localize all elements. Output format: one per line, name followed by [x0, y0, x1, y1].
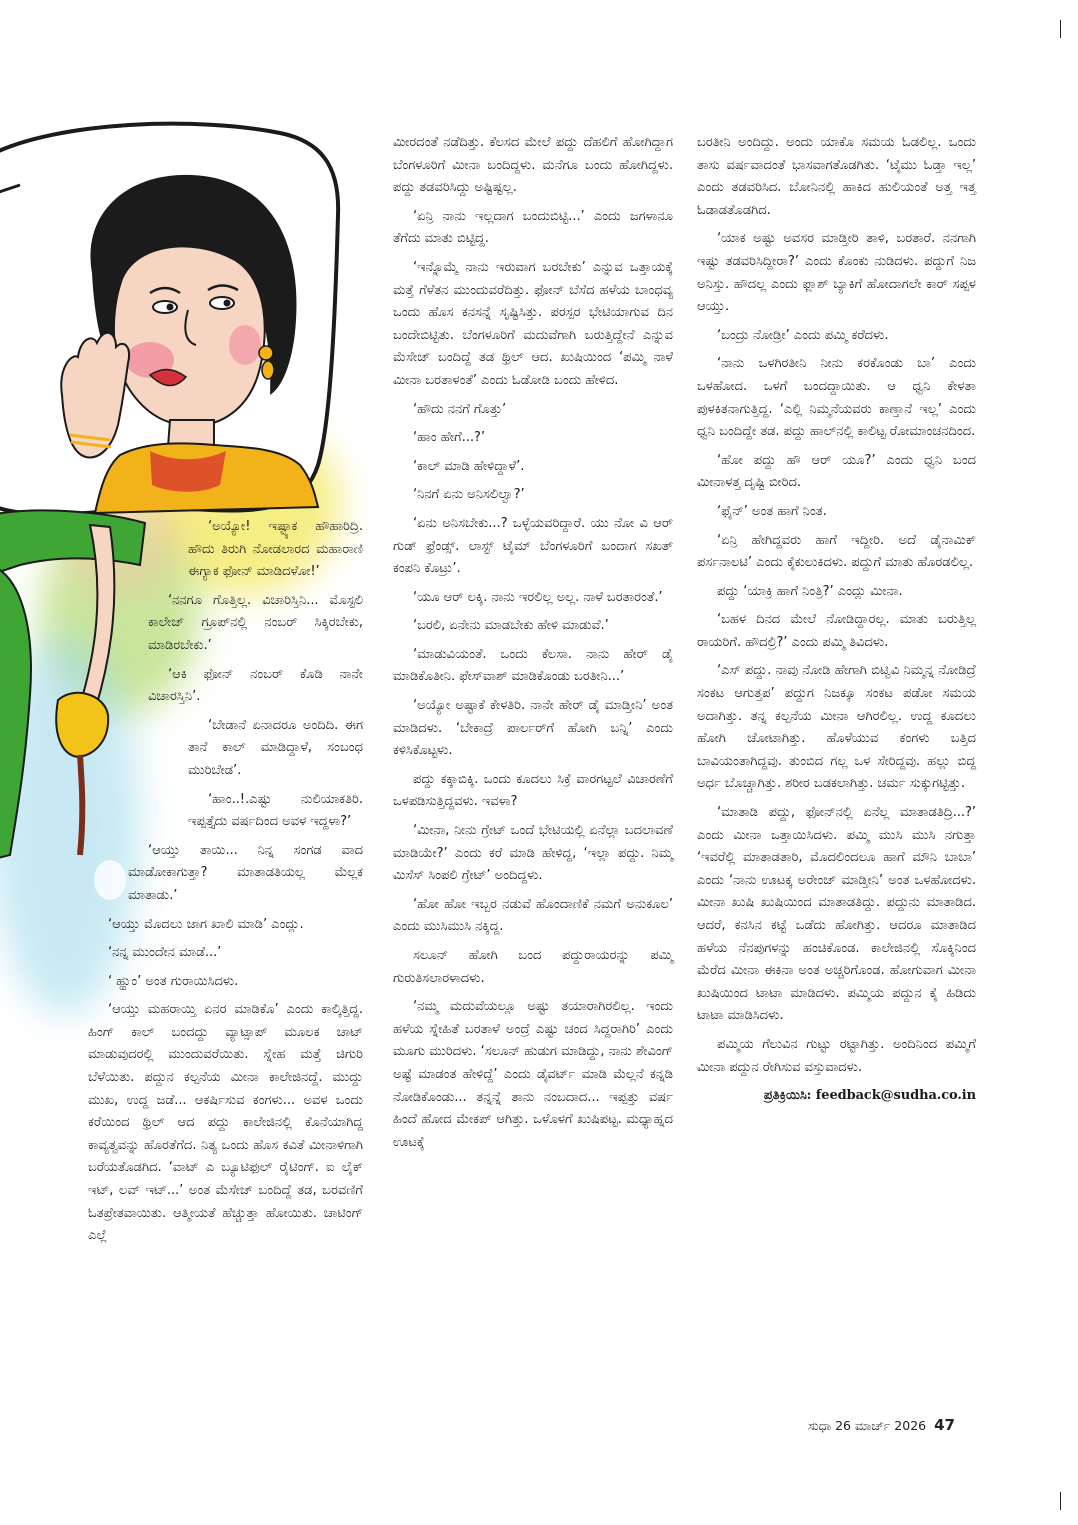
paragraph: ‘ಆಯ್ತು ಮಹರಾಯ್ತಿ ಏನರ ಮಾಡಿಕೊ’ ಎಂದು ಕಾಲ್ಕಿತ್ತಿದ್ದ. ಹಿಂಗ್ ಕಾಲ್ ಬಂದದ್ದು ವ್ಯಾಟ್ಸಾಪ್ ಮೂಲಕ ಚಾಟ್ ಮಾಡುವುದರಲ್ಲಿ ಮುಂದುವರೆಯಿತು. ಸ್ನೇಹ ಮತ್ತೆ ಚಿಗುರಿ ಬೆಳೆಯಿತು. ಪದ್ದುನ ಕಲ್ಪನೆಯ ಮೀನಾ ಕಾಲೇಜಿನದ್ದೆ. ಮುದ್ದು ಮುಖ, ಉದ್ದ ಜಡೆ... ಆಕರ್ಷಿಸುವ ಕಂಗಳು... ಅವಳ ಒಂದು ಕರೆಯಿಂದ ಥ್ರಿಲ್ ಆದ ಪದ್ದು ಕಾಲೇಜಿನಲ್ಲಿ ಕೊನೆಯಾಗಿದ್ದ ಕಾವ್ಯತ್ವವನ್ನು ಹೊರತೆಗೆದ. ನಿತ್ಯ ಒಂದು ಹೊಸ ಕವಿತೆ ಮೀನಾಳಿಗಾಗಿ ಬರೆಯತೊಡಗಿದ. ‘ವಾಟ್ ಎ ಬ್ಯೂಟಿಫುಲ್ ರೈಟಿಂಗ್. ಐ ಲೈಕ್ ಇಟ್, ಲವ್ ಇಟ್...’ ಅಂತ ಮೆಸೇಜ್ ಬಂದಿದ್ದೆ ತಡ, ಬರವಣಿಗೆ ಓತಪ್ರೇತವಾಯಿತು. ಆತ್ಮೀಯತೆ ಹೆಚ್ಚುತ್ತಾ ಹೋಯಿತು. ಚಾಟಿಂಗ್ ಎಲ್ಲೆ — [88, 1002, 363, 1244]
paragraph: ಬರತೀನಿ ಅಂದಿದ್ದು. ಅಂದು ಯಾಕೊ ಸಮಯ ಓಡಲಿಲ್ಲ. ಒಂದು ತಾಸು ವರ್ಷವಾದಂತೆ ಭಾಸವಾಗತೊಡಗಿತು. ‘ಟೈಮು ಓಡ್ತಾ ಇಲ್ಲ’ ಎಂದು ತಡವರಿಸಿದ. ಬೋನಿನಲ್ಲಿ ಹಾಕಿದ ಹುಲಿಯಂತೆ ಅತ್ತ ಇತ್ತ ಓಡಾಡತೊಡಗಿದ. — [697, 135, 976, 218]
page-folio — [808, 1416, 955, 1434]
paragraph: ‘ಅಯ್ಯೋ ಅಷ್ಟಾಕೆ ಕೇಳತಿರಿ. ನಾನೇ ಹೇರ್ ಡೈ ಮಾಡ್ತೀನಿ’ ಅಂತ ಮಾಡಿದಳು. ‘ಬೇಕಾದ್ರೆ ಪಾರ್ಲರ್‌ಗೆ ಹೋಗಿ ಬನ್ನಿ’ ಎಂದು ಕಳಿಸಿಕೊಟ್ಟಳು. — [393, 698, 673, 759]
paragraph: ‘ಬಹಳ ದಿನದ ಮೇಲೆ ನೋಡಿದ್ದಾರಲ್ಲ. ಮಾತು ಬರುತ್ತಿಲ್ಲ ರಾಯರಿಗೆ. ಹೌದಲ್ರಿ?’ ಎಂದು ಪಮ್ಮಿ ತಿವಿದಳು. — [697, 612, 976, 650]
paragraph: ಸಲೂನ್ ಹೋಗಿ ಬಂದ ಪದ್ದುರಾಯರನ್ನು ಪಮ್ಮಿ ಗುರುತಿಸಲಾರಳಾದಳು. — [393, 948, 673, 986]
paragraph: ‘ಬಂದ್ರು ನೋಡ್ರೀ’ ಎಂದು ಪಮ್ಮಿ ಕರೆದಳು. — [717, 327, 889, 343]
paragraph: ‘ಏನು ಅನಿಸಬೇಕು...? ಒಳ್ಳೆಯವರಿದ್ದಾರೆ. ಯು ನೋ ವಿ ಆರ್ ಗುಡ್ ಫ್ರೆಂಡ್ಸ್. ಲಾಸ್ಟ್ ಟೈಮ್ ಬೆಂಗಳೂರಿಗೆ ಬಂದಾಗ ಸಖತ್ ಕಂಪನಿ ಕೊಟ್ರು’. — [393, 515, 673, 577]
paragraph: ಮೀರದಂತೆ ನಡೆದಿತ್ತು. ಕೆಲಸದ ಮೇಲೆ ಪದ್ದು ದೆಹಲಿಗೆ ಹೋಗಿದ್ದಾಗ ಬೆಂಗಳೂರಿಗೆ ಮೀನಾ ಬಂದಿದ್ದಳು. ಮನೆಗೂ ಬಂದು ಹೋಗಿದ್ದಳು. ಪದ್ದು ತಡವರಿಸಿದ್ದು ಅಷ್ಟಿಷ್ಟಲ್ಲ. — [393, 135, 673, 196]
paragraph: ‘ಆಯ್ತು ತಾಯಿ... ನಿನ್ನ ಸಂಗಡ ವಾದ ಮಾಡೋಕಾಗುತ್ತಾ? ಮಾತಾಡತಿಯಲ್ಲ ಮೆಲ್ಲಕ ಮಾತಾಡು.’ — [128, 842, 363, 903]
paragraph: ‘ಫೈನ್’ ಅಂತ ಹಾಗೆ ನಿಂತ. — [717, 503, 827, 519]
magazine-name: ಸುಧಾ — [808, 1418, 832, 1433]
article-column-3 — [697, 132, 976, 1108]
paragraph: ‘ಆಕಿ ಫೋನ್ ನಂಬರ್ ಕೊಡಿ ನಾನೇ ವಿಚಾರಸ್ತಿನಿ’. — [148, 666, 363, 705]
paragraph: ‘ಯೂ ಆರ್ ಲಕ್ಕಿ. ನಾನು ಇರಲಿಲ್ಲ ಅಲ್ಲ. ನಾಳೆ ಬರತಾರಂತೆ.’ — [413, 589, 663, 605]
paragraph: ‘ಎಸ್ ಪದ್ದು. ನಾವು ನೋಡಿ ಹೇಗಾಗಿ ಬಿಟ್ವಿವಿ ನಿಮ್ಮನ್ನ ನೋಡಿದ್ರೆ ಸಂಕಟ ಆಗುತ್ತಪ’ ಪದ್ದುಗ ನಿಜಕ್ಕೂ ಸಂಕಟ ಪಡೋ ಸಮಯ ಅದಾಗಿತ್ತು. ತನ್ನ ಕಲ್ಪನೆಯ ಮೀನಾ ಆಗಿರಲಿಲ್ಲ. ಉದ್ದ ಕೂದಲು ಹೋಗಿ ಚೋಟಾಗಿತ್ತು. ಹೊಳೆಯುವ ಕಂಗಳು ಬತ್ತಿದ ಬಾವಿಯಂತಾಗಿದ್ದವು. ತುಂಬಿದ ಗಲ್ಲ ಒಳ ಸೇರಿದ್ದವು. ಹಲ್ಲು ಬಿದ್ದ ಅರ್ಧ ಬೊಚ್ಚಾಗಿತ್ತು. ಶರೀರ ಬಡಕಲಾಗಿತ್ತು. ಚರ್ಮ ಸುಕ್ಕುಗಟ್ಟಿತ್ತು. — [697, 663, 976, 792]
paragraph: ಪದ್ದು ಕಕ್ಕಾಬಿಕ್ಕಿ. ಒಂದು ಕೂದಲು ಸಿಕ್ರೆ ವಾರಗಟ್ಟಲೆ ವಿಚಾರಣೆಗೆ ಒಳಪಡಿಸುತ್ತಿದ್ದವಳು. ಇವಳಾ? — [393, 771, 673, 810]
page-number: 47 — [934, 1416, 955, 1434]
crop-mark — [1060, 20, 1061, 38]
paragraph: ‘ಇನ್ನೊಮ್ಮೆ ನಾನು ಇರುವಾಗ ಬರಬೇಕು’ ಎನ್ನುವ ಒತ್ತಾಯಕ್ಕೆ ಮತ್ತೆ ಗೆಳೆತನ ಮುಂದುವರೆದಿತ್ತು. ಫೋನ್ ಬೆಸೆದ ಹಳೆಯ ಬಾಂಧವ್ಯ ಒಂದು ಹೊಸ ಕನಸನ್ನೆ ಸೃಷ್ಟಿಸಿತ್ತು. ಪರಸ್ಪರ ಭೇಟಿಯಾಗುವ ದಿನ ಬಂದೇಬಿಟ್ಟಿತು. ಬೆಂಗಳೂರಿಗೆ ಮದುವೆಗಾಗಿ ಬರುತ್ತಿದ್ದೇನೆ ಎನ್ನುವ ಮೆಸೇಜ್ ಬಂದಿದ್ದೆ ತಡ ಥ್ರಿಲ್ ಆದ. ಖುಷಿಯಿಂದ ‘ಪಮ್ಮಿ ನಾಳೆ ಮೀನಾ ಬರತಾಳಂತೆ’ ಎಂದು ಓಡೋಡಿ ಬಂದು ಹೇಳಿದ. — [393, 259, 673, 388]
man-leg — [0, 565, 31, 860]
paragraph: ‘ನನಗೂ ಗೊತ್ತಿಲ್ಲ. ವಿಚಾರಿಸ್ತಿನಿ... ಮೊಸ್ಟಲಿ ಕಾಲೇಜ್ ಗ್ರೂಪ್‌ನಲ್ಲಿ ನಂಬರ್ ಸಿಕ್ಕಿರಬೇಕು, ಮಾಡಿರಬೇಕು.’ — [148, 592, 363, 653]
paragraph: ‘ಹಾಂ..!.ಎಷ್ಟು ನುಲಿಯಾಕತಿರಿ. ಇಪ್ಪತ್ತೈದು ವರ್ಷದಿಂದ ಅವಳ ಇದ್ದಳಾ?’ — [188, 791, 363, 830]
article-column-1 — [88, 516, 363, 1254]
paragraph: ‘ಹೋ ಹೋ ಇಬ್ಬರ ನಡುವೆ ಹೊಂದಾಣಿಕೆ ನಮಗೆ ಅನುಕೂಲ’ ಎಂದು ಮುಸಿಮುಸಿ ನಕ್ಕಿದ್ದ. — [393, 896, 673, 935]
article-column-2 — [393, 132, 673, 1160]
paragraph: ‘ಹೋ ಪದ್ದು ಹೌ ಆರ್ ಯೂ?’ ಎಂದು ಧ್ವನಿ ಬಂದ ಮೀನಾಳತ್ತ ದೃಷ್ಟಿ ಬೀರಿದ. — [697, 452, 976, 491]
paragraph: ‘ಆಯ್ತು ಮೊದಲು ಜಾಗ ಖಾಲಿ ಮಾಡಿ’ ಎಂದ್ಲು. — [108, 916, 304, 932]
paragraph: ‘ ಹ್ಹುಂ’ ಅಂತ ಗುರಾಯಿಸಿದಳು. — [108, 973, 239, 989]
paragraph: ‘ಹಾಂ ಹೇಗೆ...?’ — [413, 430, 485, 446]
paragraph: ‘ಕಾಲ್ ಮಾಡಿ ಹೇಳಿದ್ದಾಳೆ’. — [413, 458, 525, 474]
paragraph: ‘ಹೌದು ನನಗೆ ಗೊತ್ತು’ — [413, 401, 507, 417]
issue-date: 26 ಮಾರ್ಚ್ 2026 — [835, 1418, 927, 1433]
paragraph: ‘ನಾನು ಒಳಗಿರತೀನಿ ನೀನು ಕರಕೊಂಡು ಬಾ’ ಎಂದು ಒಳಹೋದ. ಒಳಗೆ ಬಂದದ್ದಾಯಿತು. ಆ ಧ್ವನಿ ಕೇಳತಾ ಪುಳಕಿತನಾಗುತ್ತಿದ್ದ. ‘ಎಲ್ಲಿ ನಿಮ್ಮನೆಯವರು ಕಾಣ್ತಾನೆ ಇಲ್ಲ’ ಎಂದು ಧ್ವನಿ ಬಂದಿದ್ದೇ ತಡ. ಪದ್ದು ಹಾಲ್‌ನಲ್ಲಿ ಕಾಲಿಟ್ಟ ರೋಮಾಂಚನದಿಂದ. — [697, 356, 976, 440]
feedback-credit: ಪ್ರತಿಕ್ರಿಯಿಸಿ: feedback@sudha.co.in — [763, 1088, 976, 1104]
paragraph: ಪದ್ದು ‘ಯಾಕ್ರಿ ಹಾಗೆ ನಿಂತ್ರಿ?’ ಎಂದ್ಲು ಮೀನಾ. — [717, 583, 903, 599]
paragraph: ‘ನನ್ನ ಮುಂದೇನ ಮಾಡೆ...’ — [108, 945, 222, 961]
paragraph: ‘ಏನ್ರಿ ಹೇಗಿದ್ದವರು ಹಾಗೆ ಇದ್ದೀರಿ. ಅದೆ ಡೈನಾಮಿಕ್ ಪರ್ಸನಾಲಟಿ’ ಎಂದು ಕೈಕುಲುಕಿದಳು. ಪದ್ದುಗೆ ಮಾತು ಹೊರಡಲಿಲ್ಲ. — [697, 532, 976, 571]
paragraph: ‘ಮಾತಾಡಿ ಪದ್ದು, ಫೋನ್‌ನಲ್ಲಿ ಏನೆಲ್ಲ ಮಾತಾಡತಿದ್ರಿ...?’ ಎಂದು ಮೀನಾ ಒತ್ತಾಯಿಸಿದಳು. ಪಮ್ಮಿ ಮುಸಿ ಮುಸಿ ನಗುತ್ತಾ ‘ಇವರೆಲ್ಲಿ ಮಾತಾಡತಾರಿ, ಮೊದಲಿಂದಲೂ ಹಾಗೆ ಮೌನಿ ಬಾಬಾ’ ಎಂದು ‘ನಾನು ಊಟಕ್ಕ ಅರೇಂಜ್ ಮಾಡ್ತೀನಿ’ ಅಂತ ಒಳಹೋದಳು. ಮೀನಾ ಖುಷಿ ಖುಷಿಯಿಂದ ಮಾತಾಡತಿದ್ದು. ಪದ್ದುನು ಮಾತಾಡಿದ. ಆದರೆ, ಕನಸಿನ ಕಟ್ಟೆ ಒಡೆದು ಹೋಗಿತ್ತು. ಆದರೂ ಮಾತಾಡಿದ ಹಳೆಯ ನೆನಪುಗಳನ್ನು ಹಂಚಿಕೊಂಡ. ಕಾಲೇಜಿನಲ್ಲಿ ಸೊಕ್ಕಿನಿಂದ ಮೆರೆದ ಮೀನಾ ಈಕಿನಾ ಅಂತ ಅಚ್ಚರಿಗೊಂಡ. ಹೋಗುವಾಗ ಮೀನಾ ಖುಷಿಯಿಂದ ಟಾಟಾ ಮಾಡಿದಳು. ಪಮ್ಮಿಯ ಪದ್ದುನ ಕೈ ಹಿಡಿದು ಟಾಟಾ ಮಾಡಿಸಿದಳು. — [697, 805, 976, 1024]
paragraph: ಪಮ್ಮಿಯ ಗೆಲುವಿನ ಗುಟ್ಟು ರಟ್ಟಾಗಿತ್ತು. ಅಂದಿನಿಂದ ಪಮ್ಮಿಗೆ ಮೀನಾ ಪದ್ದುನ ರೇಗಿಸುವ ವಸ್ತುವಾದಳು. — [697, 1036, 976, 1075]
paragraph: ‘ನಮ್ಮ ಮದುವೆಯಲ್ಲೂ ಅಷ್ಟು ತಯಾರಾಗಿರಲಿಲ್ಲ. ಇಂದು ಹಳೆಯ ಸ್ನೇಹಿತೆ ಬರತಾಳೆ ಅಂದ್ರೆ ಎಷ್ಟು ಚಂದ ಸಿದ್ದರಾಗಿರಿ’ ಎಂದು ಮೂಗು ಮುರಿದಳು. ‘ಸಲೂನ್ ಹುಡುಗ ಮಾಡಿದ್ದು, ನಾನು ಶೇವಿಂಗ್ ಅಷ್ಟೆ ಮಾಡಂತ ಹೇಳಿದ್ದೆ’ ಎಂದು ಡೈವರ್ಟ್ ಮಾಡಿ ಮೆಲ್ಲನೆ ಕನ್ನಡಿ ನೋಡಿಕೊಂಡು... ತನ್ನನ್ನೆ ತಾನು ನಂಬದಾದ... ಇಪ್ಪತ್ತು ವರ್ಷ ಹಿಂದೆ ಹೋದ ಮೇಕಪ್ ಆಗಿತ್ತು. ಒಳೊಳಗೆ ಖುಷಿಪಟ್ಟ. ಮಧ್ಯಾಹ್ನದ ಊಟಕ್ಕೆ — [393, 999, 673, 1150]
paragraph: ‘ಏನ್ರಿ ನಾನು ಇಲ್ಲದಾಗ ಬಂದುಬಿಟ್ಟಿ...’ ಎಂದು ಜಗಳಾನೂ ತೆಗೆದು ಮಾತು ಬಿಟ್ಟಿದ್ದ. — [393, 208, 673, 247]
paragraph: ‘ಬೇಡಾನೆ ಏನಾದರೂ ಅಂದಿದಿ. ಈಗ ತಾನೆ ಕಾಲ್ ಮಾಡಿದ್ದಾಳೆ, ಸಂಬಂಧ ಮುರಿಬೇಡ’. — [188, 717, 363, 778]
paragraph: ‘ನಿನಗೆ ಏನು ಅನಿಸಲಿಲ್ವಾ?’ — [413, 487, 525, 503]
paragraph: ‘ಮೀನಾ, ನೀನು ಗ್ರೇಟ್ ಒಂದೆ ಭೇಟಿಯಲ್ಲಿ ಏನೆಲ್ಲಾ ಬದಲಾವಣೆ ಮಾಡಿಯೇ?’ ಎಂದು ಕರೆ ಮಾಡಿ ಹೇಳಿದ್ದ, ‘ಇಲ್ಲಾ ಪದ್ದು. ನಿಮ್ಮ ಮಿಸೆಸ್ ಸಿಂಪಲಿ ಗ್ರೇಟ್’ ಅಂದಿದ್ದಳು. — [393, 823, 673, 884]
paragraph: ‘ಅಯ್ಯೋ! ಇಷ್ಟ್ಯಾಕ ಹೌಹಾರಿದ್ರಿ. ಹೌದು ತಿರುಗಿ ನೋಡಲಾರದ ಮಹಾರಾಣಿ ಈಗ್ಯಾಕ ಫೋನ್ ಮಾಡಿದಳೋ!’ — [188, 519, 363, 580]
crop-mark — [1060, 1492, 1061, 1510]
paragraph: ‘ಮಾಡುವಿಯಂತೆ. ಒಂದು ಕೆಲಸಾ. ನಾನು ಹೇರ್ ಡೈ ಮಾಡಿಕೊತೀನಿ. ಫೇಸ್‌ವಾಶ್ ಮಾಡಿಕೊಂಡು ಬರತೀನಿ...’ — [393, 646, 673, 685]
paragraph: ‘ಯಾಕ ಅಷ್ಟು ಅವಸರ ಮಾಡ್ತೀರಿ ತಾಳಿ, ಬರತಾರೆ. ನನಗಾಗಿ ಇಷ್ಟು ತಡವರಿಸಿದ್ದೀರಾ?’ ಎಂದು ಕೊಂಕು ನುಡಿದಳು. ಪದ್ದುಗೆ ನಿಜ ಅನಿಸ್ತು. ಹೌದಲ್ಲ ಎಂದು ಫ್ಲಾಶ್ ಬ್ಯಾಕಿಗೆ ಹೋದಾಗಲೇ ಕಾರ್ ಸಪ್ಪಳ ಆಯ್ತು. — [697, 231, 976, 315]
paragraph: ‘ಬರಲಿ, ಏನೇನು ಮಾಡಬೇಕು ಹೇಳಿ ಮಾಡುವೆ.’ — [413, 618, 609, 634]
